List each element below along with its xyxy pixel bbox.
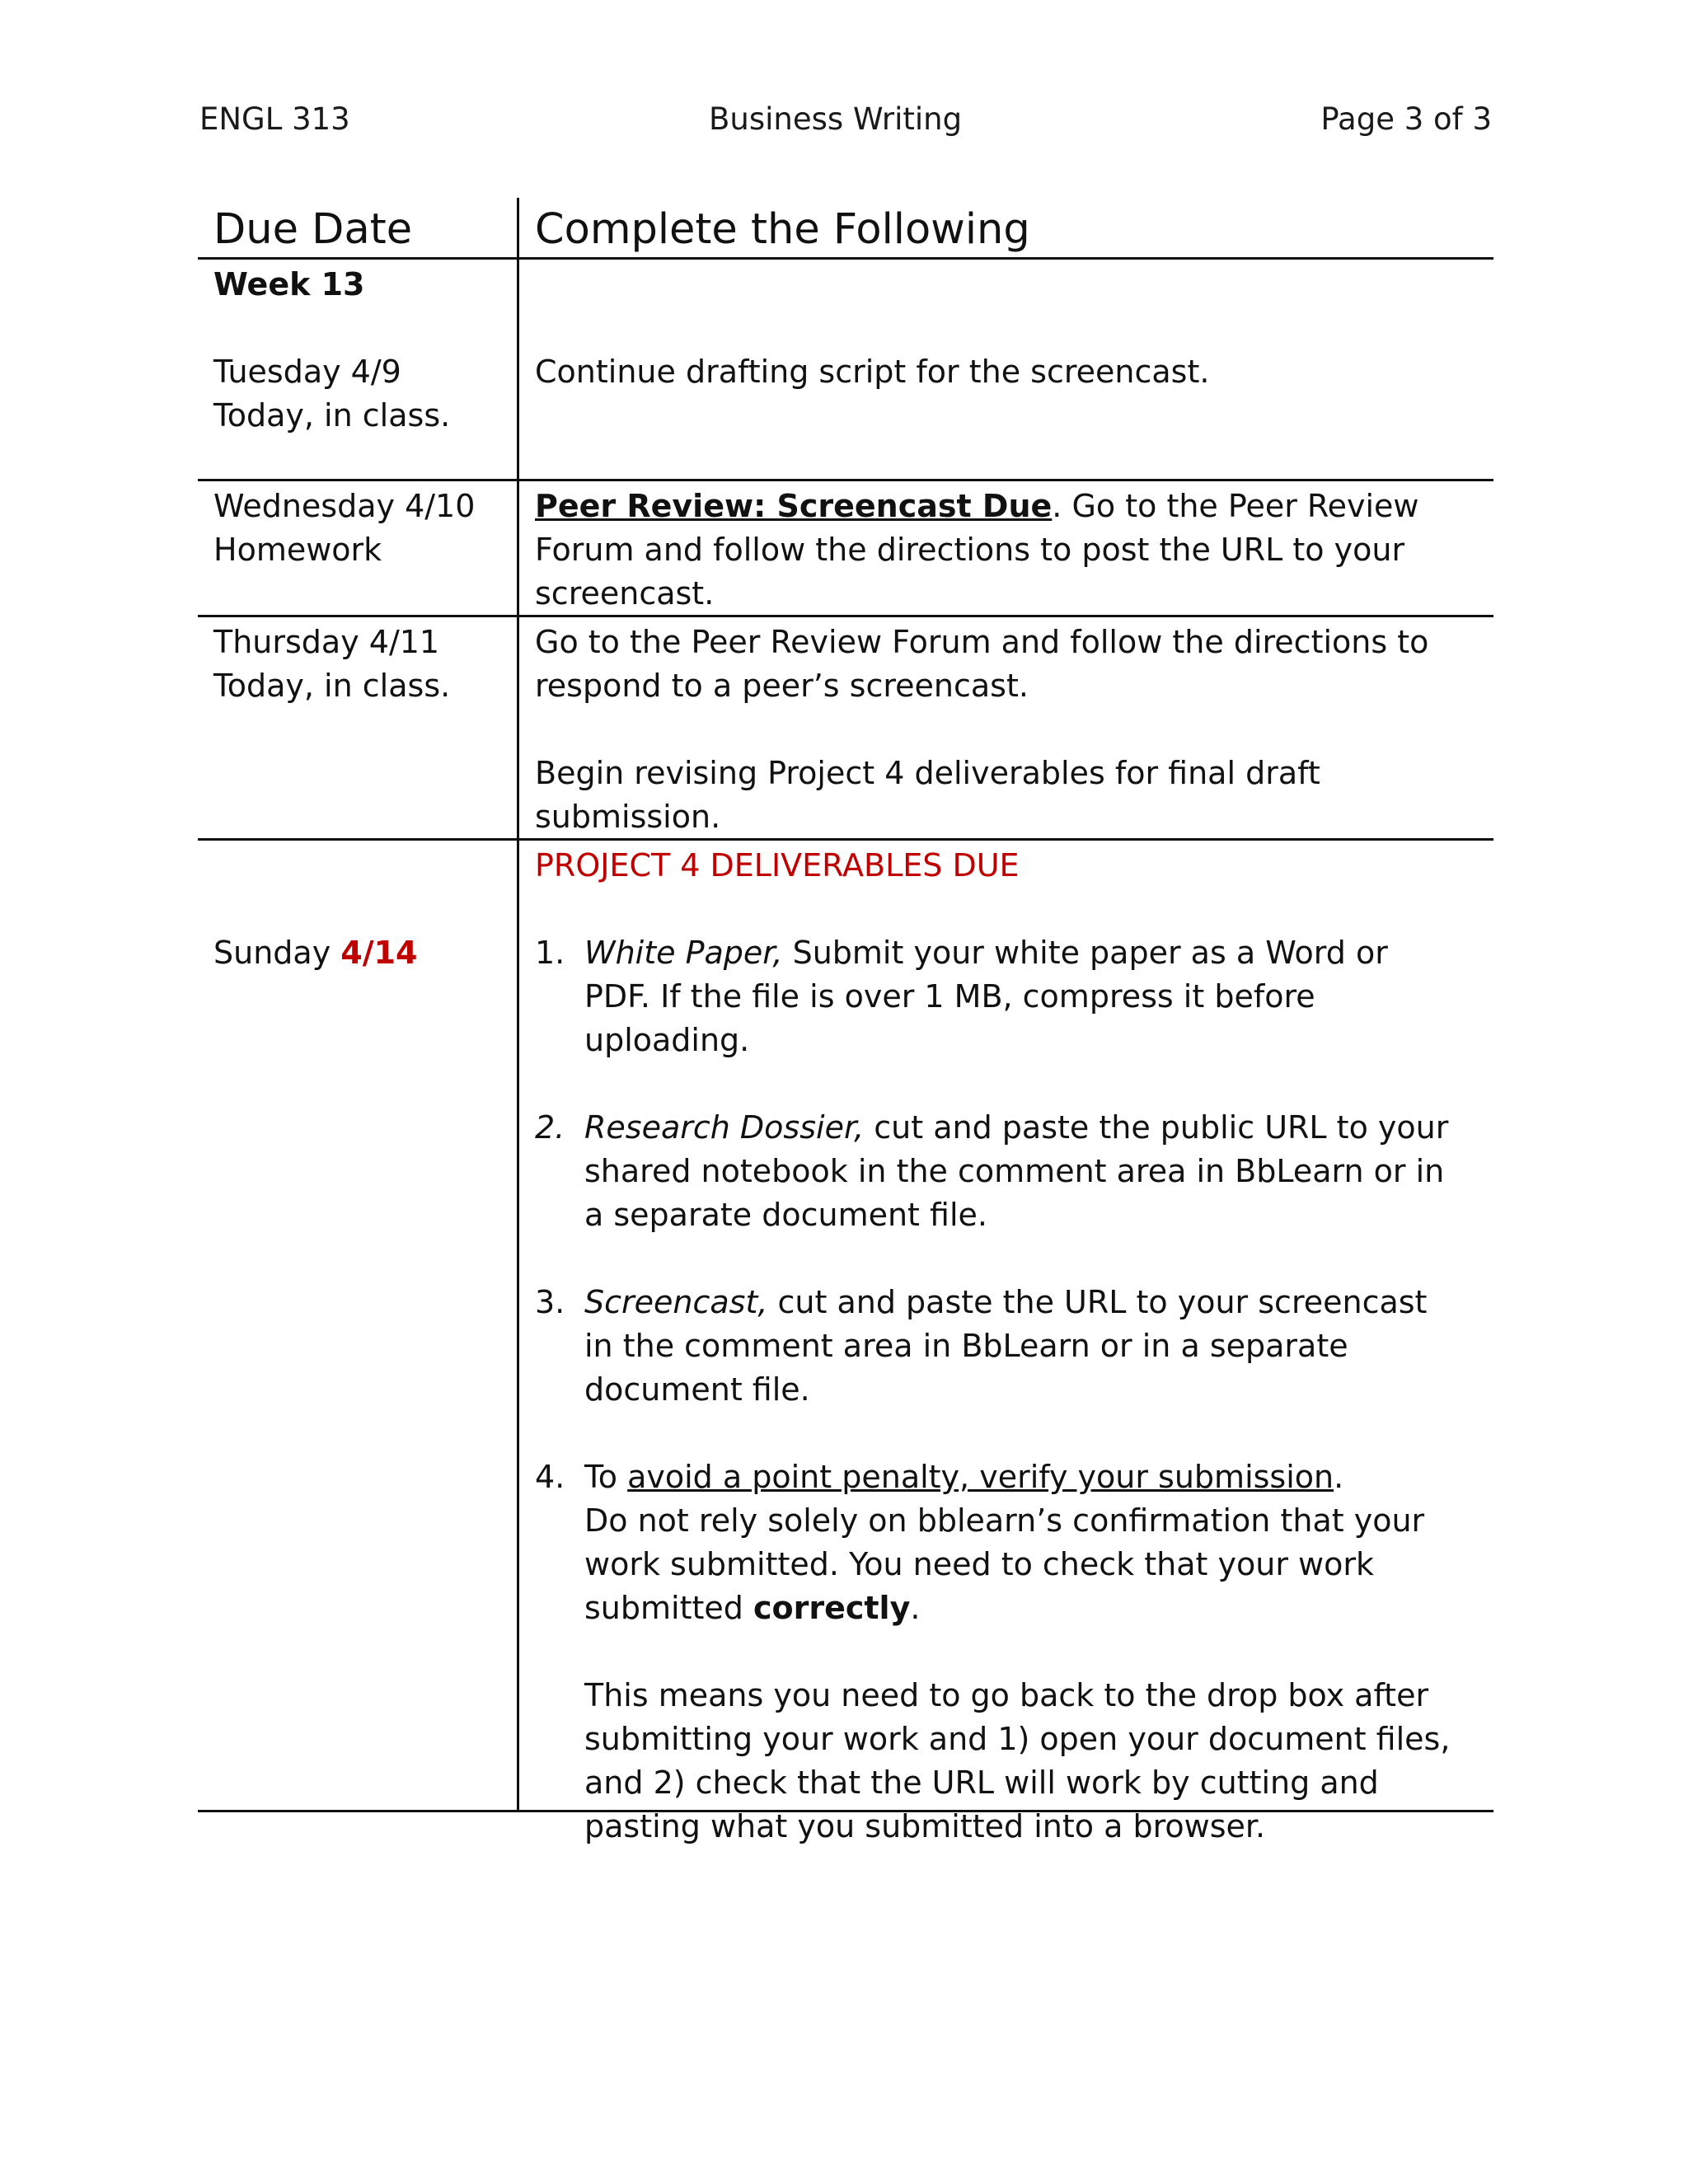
- task-cell: [519, 260, 1493, 479]
- item-label: Research Dossier,: [584, 1109, 865, 1146]
- date-text: Sunday: [213, 935, 341, 971]
- deliverables-heading: PROJECT 4 DELIVERABLES DUE: [535, 847, 1020, 883]
- list-item: [535, 1281, 1461, 1412]
- item-number: 2.: [535, 1109, 565, 1146]
- due-date-header: Due Date: [198, 198, 519, 257]
- course-title: Business Writing: [709, 101, 963, 137]
- date-cell: [198, 617, 519, 838]
- page-number: Page 3 of 3: [1320, 101, 1492, 137]
- date-cell: [198, 481, 519, 615]
- page-header: [199, 99, 1492, 140]
- date-text: Tuesday 4/9: [213, 354, 401, 390]
- item-number: 1.: [535, 935, 565, 971]
- task-text: Begin revising Project 4 deliverables for final draft submission.: [535, 755, 1320, 835]
- emphasis-word: correctly: [753, 1590, 911, 1626]
- item-label: Screencast,: [584, 1284, 768, 1320]
- date-note: Today, in class.: [213, 668, 451, 704]
- table-header-row: [198, 198, 1493, 260]
- list-item: [535, 1106, 1461, 1237]
- item-text: This means you need to go back to the drop box after submitting your work and 1) open your document files, and 2) check that the URL will work by cutting and pasting what you submitted into a browser.: [584, 1677, 1451, 1844]
- item-text: To: [584, 1459, 628, 1495]
- list-item: [535, 931, 1461, 1062]
- schedule-table: [198, 198, 1493, 1844]
- date-text: Thursday 4/11: [213, 624, 440, 660]
- item-label: White Paper,: [584, 935, 783, 971]
- table-row: [198, 841, 1493, 1844]
- penalty-warning: avoid a point penalty, verify your submission: [627, 1459, 1334, 1495]
- item-number: 4.: [535, 1459, 565, 1495]
- item-text: cut and paste the URL to your screencast in the comment area in BbLearn or in a separate document file.: [584, 1284, 1428, 1408]
- table-row: [198, 617, 1493, 841]
- task-text: Go to the Peer Review Forum and follow the directions to respond to a peer’s screencast.: [535, 624, 1429, 704]
- item-text: Do not rely solely on bblearn’s confirmation that your work submitted. You need to check that your work submitted: [584, 1502, 1425, 1626]
- course-code: ENGL 313: [199, 101, 350, 137]
- week-label: Week 13: [213, 266, 365, 302]
- table-row: [198, 481, 1493, 617]
- item-text: cut and paste the public URL to your shared notebook in the comment area in BbLearn or in a separate document file.: [584, 1109, 1449, 1233]
- task-cell: [519, 841, 1493, 1844]
- item-text: Submit your white paper as a Word or PDF. If the file is over 1 MB, compress it before uploading.: [584, 935, 1388, 1058]
- table-row: [198, 260, 1493, 481]
- list-item: 4. To avoid a point penalty, verify your submission. Do not rely solely on bblearn’s confirmation that your work submitted. You need to check that your work submitted correctly. This means you need to go back to the drop box after submitting your work and 1) open your document files, and 2) check that the URL will work by cutting and pasting what you submitted into a browser.: [535, 1455, 1461, 1849]
- task-header: Complete the Following: [535, 205, 1030, 254]
- date-cell: [198, 841, 519, 1810]
- task-cell: [519, 617, 1493, 838]
- date-text: Wednesday 4/10: [213, 488, 476, 524]
- task-text: . Go to the Peer Review Forum and follow the directions to post the URL to your screencast.: [535, 488, 1419, 612]
- peer-review-link-text: Peer Review: Screencast Due: [535, 488, 1053, 524]
- item-number: 3.: [535, 1284, 565, 1320]
- task-text: Continue drafting script for the screencast.: [535, 354, 1210, 390]
- due-date-highlight: 4/14: [340, 935, 418, 971]
- date-note: Today, in class.: [213, 397, 451, 434]
- task-cell: [519, 481, 1493, 615]
- date-cell: [198, 260, 519, 479]
- date-note: Homework: [213, 532, 382, 568]
